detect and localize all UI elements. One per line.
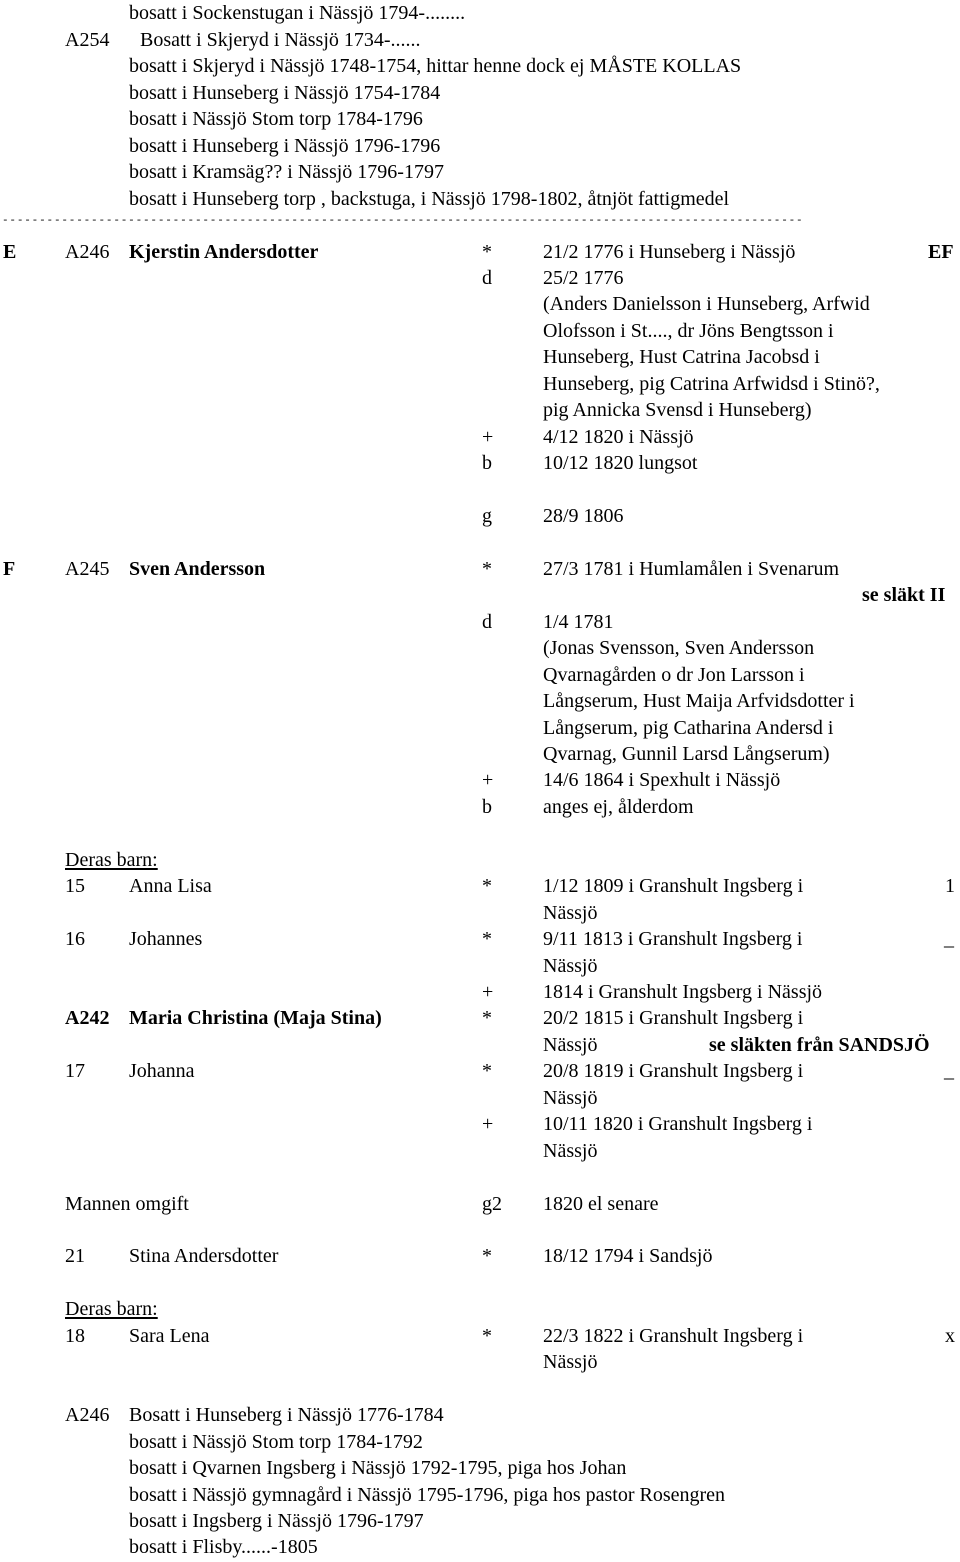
event-text: 25/2 1776	[543, 267, 624, 289]
event-text: pig Annicka Svensd i Hunseberg)	[543, 399, 812, 421]
event-text: 4/12 1820 i Nässjö	[543, 426, 694, 448]
child-number: 16	[65, 928, 85, 950]
event-text: (Anders Danielsson i Hunseberg, Arfwid	[543, 293, 870, 315]
event-text: 22/3 1822 i Granshult Ingsberg i	[543, 1325, 804, 1347]
event-text: 14/6 1864 i Spexhult i Nässjö	[543, 769, 781, 791]
event-text: Nässjö	[543, 1140, 598, 1162]
residence-line: bosatt i Qvarnen Ingsberg i Nässjö 1792-1795, piga hos Johan	[129, 1457, 627, 1479]
event-symbol: *	[482, 1060, 492, 1082]
event-text: Qvarnagården o dr Jon Larsson i	[543, 664, 805, 686]
child-mark: x	[945, 1325, 955, 1347]
separator: ------------------------------------------------------------------------------------------------------------	[2, 215, 804, 227]
child-mark: _	[944, 1060, 954, 1082]
person-letter: F	[3, 558, 16, 580]
person-name: Kjerstin Andersdotter	[129, 241, 319, 263]
event-text: 1820 el senare	[543, 1193, 659, 1215]
event-symbol: *	[482, 241, 492, 263]
event-text: 20/8 1819 i Granshult Ingsberg i	[543, 1060, 804, 1082]
children-heading: Deras barn:	[65, 849, 158, 871]
event-symbol: *	[482, 1245, 492, 1267]
event-text: 18/12 1794 i Sandsjö	[543, 1245, 713, 1267]
child-number: 18	[65, 1325, 85, 1347]
event-text: Olofsson i St...., dr Jöns Bengtsson i	[543, 320, 834, 342]
child-name: Maria Christina (Maja Stina)	[129, 1007, 382, 1029]
event-text: Qvarnag, Gunnil Larsd Långserum)	[543, 743, 830, 765]
event-text: Nässjö	[543, 1087, 598, 1109]
event-symbol: +	[482, 426, 494, 448]
event-symbol: +	[482, 1113, 494, 1135]
child-name: Johannes	[129, 928, 203, 950]
child-name: Anna Lisa	[129, 875, 212, 897]
spouse-name: Stina Andersdotter	[129, 1245, 279, 1267]
event-text: Nässjö	[543, 955, 598, 977]
residence-line: bosatt i Nässjö gymnagård i Nässjö 1795-1796, piga hos pastor Rosengren	[129, 1484, 726, 1506]
event-text: 27/3 1781 i Humlamålen i Svenarum	[543, 558, 840, 580]
event-symbol: *	[482, 1007, 492, 1029]
event-symbol: d	[482, 267, 492, 289]
child-name: Sara Lena	[129, 1325, 210, 1347]
person-letter: E	[3, 241, 17, 263]
residence-line: bosatt i Skjeryd i Nässjö 1748-1754, hittar henne dock ej MÅSTE KOLLAS	[129, 55, 742, 77]
event-text: Nässjö	[543, 902, 598, 924]
event-symbol: *	[482, 875, 492, 897]
person-ref: A246	[65, 241, 110, 263]
child-note: se släkten från SANDSJÖ	[709, 1034, 930, 1056]
event-text: 1/12 1809 i Granshult Ingsberg i	[543, 875, 804, 897]
person-tag: EF	[928, 241, 954, 263]
residence-line: bosatt i Ingsberg i Nässjö 1796-1797	[129, 1510, 424, 1532]
child-mark: 1	[945, 875, 955, 897]
event-symbol: b	[482, 796, 492, 818]
event-text: (Jonas Svensson, Sven Andersson	[543, 637, 815, 659]
residence-line: bosatt i Nässjö Stom torp 1784-1792	[129, 1431, 423, 1453]
event-text: 28/9 1806	[543, 505, 624, 527]
event-text: Nässjö	[543, 1034, 598, 1056]
residence-line: bosatt i Hunseberg torp , backstuga, i Nässjö 1798-1802, åtnjöt fattigmedel	[129, 188, 730, 210]
event-text: 10/11 1820 i Granshult Ingsberg i	[543, 1113, 813, 1135]
event-text: anges ej, ålderdom	[543, 796, 694, 818]
person-note: se släkt II	[862, 584, 946, 606]
person-ref: A245	[65, 558, 110, 580]
event-text: Långserum, pig Catharina Andersd i	[543, 717, 834, 739]
residence-line: bosatt i Kramsäg?? i Nässjö 1796-1797	[129, 161, 444, 183]
event-symbol: *	[482, 1325, 492, 1347]
event-text: Nässjö	[543, 1351, 598, 1373]
residence-line: bosatt i Sockenstugan i Nässjö 1794-........	[129, 2, 466, 24]
event-text: 21/2 1776 i Hunseberg i Nässjö	[543, 241, 796, 263]
child-number: A242	[65, 1007, 110, 1029]
residence-line: Bosatt i Skjeryd i Nässjö 1734-......	[140, 29, 421, 51]
child-number: 17	[65, 1060, 85, 1082]
event-text: 1814 i Granshult Ingsberg i Nässjö	[543, 981, 823, 1003]
event-symbol: *	[482, 928, 492, 950]
event-text: 9/11 1813 i Granshult Ingsberg i	[543, 928, 803, 950]
event-text: Långserum, Hust Maija Arfvidsdotter i	[543, 690, 855, 712]
event-text: Hunseberg, pig Catrina Arfwidsd i Stinö?,	[543, 373, 880, 395]
residence-line: bosatt i Hunseberg i Nässjö 1796-1796	[129, 135, 441, 157]
event-text: 10/12 1820 lungsot	[543, 452, 698, 474]
person-name: Sven Andersson	[129, 558, 266, 580]
event-text: 1/4 1781	[543, 611, 614, 633]
child-name: Johanna	[129, 1060, 195, 1082]
residence-line: bosatt i Nässjö Stom torp 1784-1796	[129, 108, 423, 130]
event-symbol: +	[482, 769, 494, 791]
child-mark: _	[944, 928, 954, 950]
event-text: 20/2 1815 i Granshult Ingsberg i	[543, 1007, 804, 1029]
residence-ref: A246	[65, 1404, 110, 1426]
event-symbol: *	[482, 558, 492, 580]
remarriage-label: Mannen omgift	[65, 1193, 189, 1215]
residence-line: Bosatt i Hunseberg i Nässjö 1776-1784	[129, 1404, 444, 1426]
residence-line: bosatt i Flisby......-1805	[129, 1536, 318, 1558]
event-symbol: d	[482, 611, 492, 633]
event-symbol: b	[482, 452, 492, 474]
event-symbol: +	[482, 981, 494, 1003]
residence-line: bosatt i Hunseberg i Nässjö 1754-1784	[129, 82, 441, 104]
residence-ref: A254	[65, 29, 110, 51]
event-text: Hunseberg, Hust Catrina Jacobsd i	[543, 346, 820, 368]
event-symbol: g2	[482, 1193, 502, 1215]
spouse-number: 21	[65, 1245, 85, 1267]
child-number: 15	[65, 875, 85, 897]
children-heading: Deras barn:	[65, 1298, 158, 1320]
event-symbol: g	[482, 505, 492, 527]
